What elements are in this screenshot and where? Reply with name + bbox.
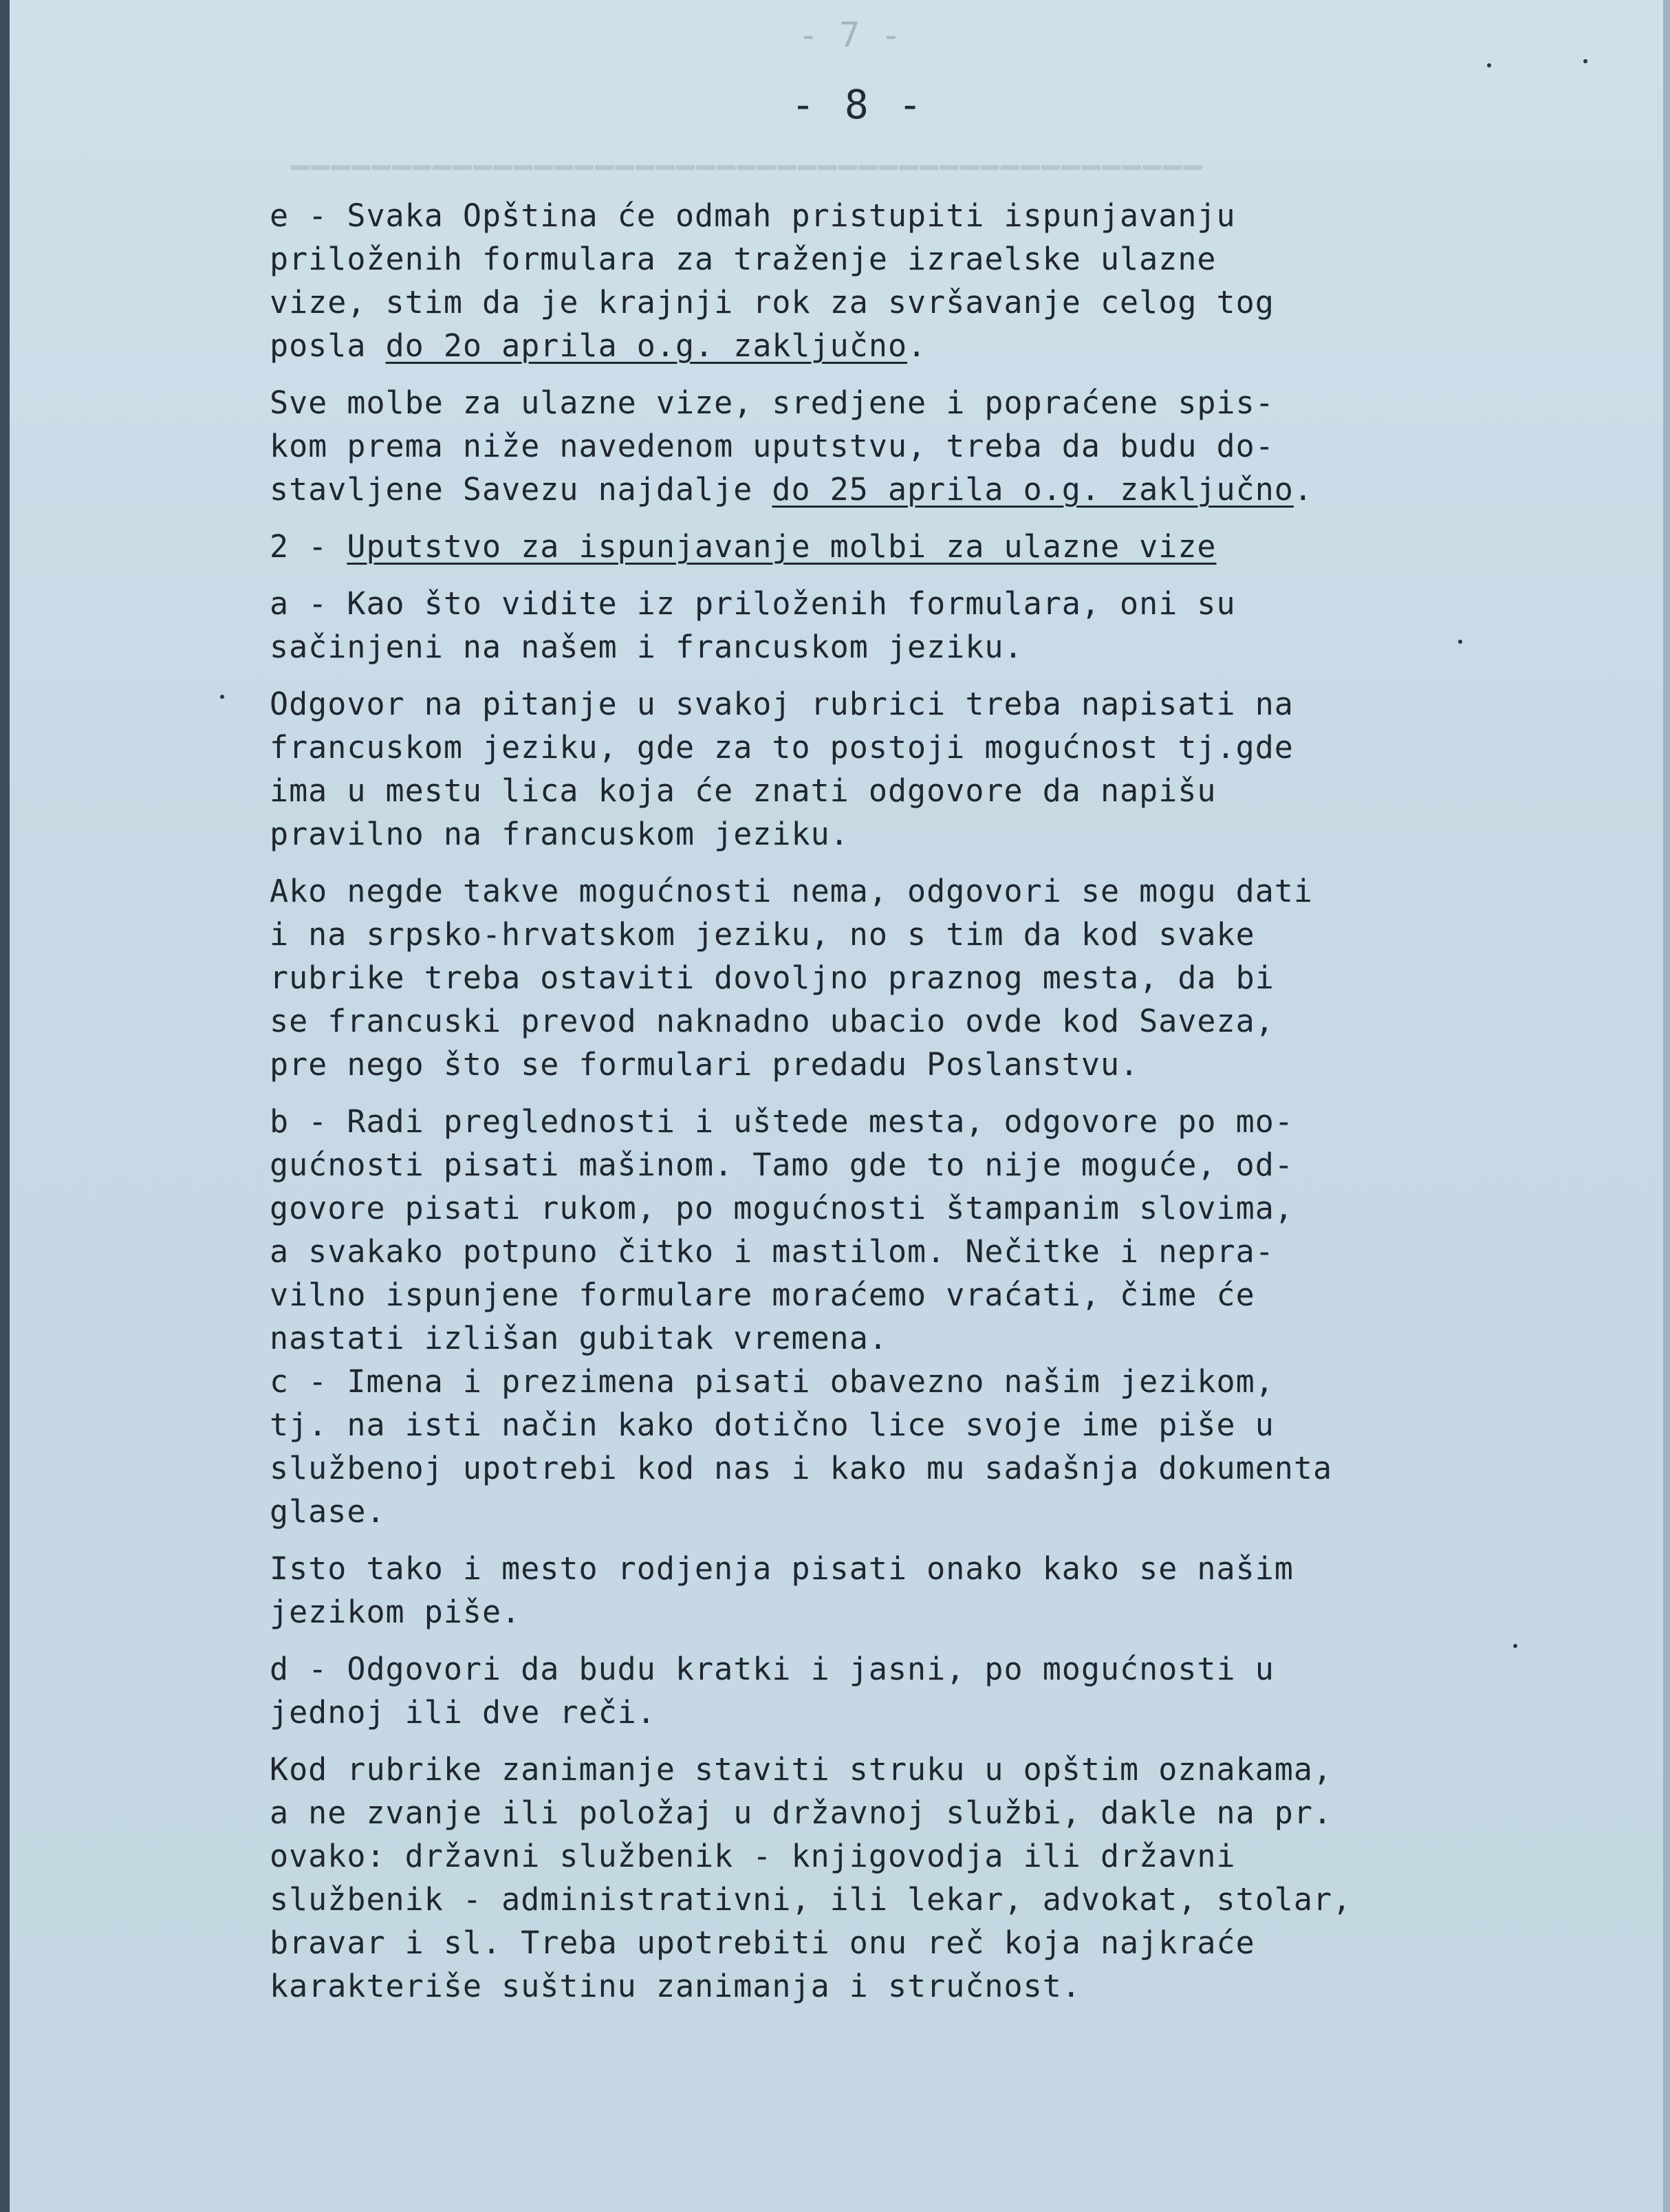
text-segment: pravilno na francuskom jeziku. (270, 816, 849, 852)
text-segment: pre nego što se formulari predadu Poslanstvu. (270, 1046, 1140, 1083)
text-segment: jezikom piše. (270, 1594, 521, 1630)
text-segment: . (1293, 471, 1313, 508)
text-segment: ima u mestu lica koja će znati odgovore da napišu (270, 772, 1217, 809)
text-line (270, 237, 1466, 281)
text-segment: kom prema niže navedenom uputstvu, treba da budu do- (270, 428, 1275, 464)
text-segment: nastati izlišan gubitak vremena. (270, 1320, 888, 1356)
text-line (270, 1834, 1466, 1878)
underlined-text: Uputstvo za ispunjavanje molbi za ulazne vize (347, 528, 1217, 565)
text-line (270, 726, 1466, 769)
scan-speck (1458, 640, 1462, 644)
text-segment: ovako: državni službenik - knjigovodja ili državni (270, 1838, 1236, 1874)
text-line (270, 324, 1466, 367)
text-line (270, 1748, 1466, 1791)
text-segment: e - Svaka Opština će odmah pristupiti ispunjavanju (270, 197, 1236, 234)
underlined-text: do 25 aprila o.g. zaključno (772, 471, 1294, 508)
text-segment: Ako negde takve mogućnosti nema, odgovori se mogu dati (270, 873, 1313, 909)
text-line (270, 1921, 1466, 1964)
scan-speck (1583, 59, 1587, 63)
text-segment: govore pisati rukom, po mogućnosti štampanim slovima, (270, 1190, 1294, 1226)
text-line (270, 1100, 1466, 1143)
paragraph-gap (270, 367, 1466, 381)
text-line (270, 1691, 1466, 1734)
text-segment: jednoj ili dve reči. (270, 1694, 656, 1731)
paragraph (270, 869, 1466, 1086)
document-body (270, 194, 1466, 2008)
text-segment: stavljene Savezu najdalje (270, 471, 772, 508)
text-line (270, 525, 1466, 568)
text-line (270, 424, 1466, 468)
paragraph (270, 682, 1466, 856)
text-line (270, 1316, 1466, 1360)
text-segment: bravar i sl. Treba upotrebiti onu reč koja najkraće (270, 1924, 1255, 1961)
text-segment: a - Kao što vidite iz priloženih formulara, oni su (270, 585, 1236, 622)
paragraph-gap (270, 1734, 1466, 1748)
text-segment: tj. na isti način kako dotično lice svoje ime piše u (270, 1407, 1275, 1443)
text-segment: karakteriše suštinu zanimanja i stručnost. (270, 1968, 1081, 2004)
paragraph-gap (270, 1634, 1466, 1647)
paragraph (270, 582, 1466, 669)
paragraph-gap (270, 1086, 1466, 1100)
text-segment: Odgovor na pitanje u svakoj rubrici treba napisati na (270, 686, 1294, 722)
text-line (270, 582, 1466, 625)
text-line (270, 869, 1466, 913)
text-line (270, 281, 1466, 324)
text-segment: vize, stim da je krajnji rok za svršavanje celog tog (270, 284, 1275, 321)
paragraph (270, 1100, 1466, 1533)
text-line (270, 956, 1466, 999)
text-segment: vilno ispunjene formulare moraćemo vraćati, čime će (270, 1277, 1255, 1313)
text-line (270, 468, 1466, 511)
scan-speck (1513, 1644, 1517, 1648)
paragraph (270, 194, 1466, 367)
text-line (270, 1590, 1466, 1634)
scan-right-edge (1663, 0, 1670, 2212)
text-line (270, 682, 1466, 726)
text-segment: sačinjeni na našem i francuskom jeziku. (270, 629, 1023, 665)
text-segment: rubrike treba ostaviti dovoljno praznog mesta, da bi (270, 959, 1275, 996)
text-line (270, 381, 1466, 424)
text-segment: posla (270, 327, 386, 364)
paragraph-gap (270, 568, 1466, 582)
scan-left-edge (0, 0, 10, 2212)
text-line (270, 1547, 1466, 1590)
text-segment: i na srpsko-hrvatskom jeziku, no s tim da kod svake (270, 916, 1255, 953)
text-segment: Sve molbe za ulazne vize, sredjene i popraćene spis- (270, 384, 1275, 421)
underlined-text: do 2o aprila o.g. zaključno (385, 327, 908, 364)
scan-speck (220, 695, 224, 699)
text-line (270, 1043, 1466, 1086)
text-line (270, 1230, 1466, 1273)
ghost-page-number: - 7 - (798, 15, 902, 55)
text-segment: a ne zvanje ili položaj u državnoj službi, dakle na pr. (270, 1794, 1333, 1831)
text-segment: glase. (270, 1493, 386, 1530)
text-segment: Kod rubrike zanimanje staviti struku u opštim oznakama, (270, 1751, 1333, 1788)
text-segment: d - Odgovori da budu kratki i jasni, po mogućnosti u (270, 1651, 1275, 1687)
paragraph (270, 1748, 1466, 2008)
text-line (270, 1403, 1466, 1446)
text-segment: Isto tako i mesto rodjenja pisati onako kako se našim (270, 1550, 1294, 1587)
text-line (270, 1791, 1466, 1834)
paragraph (270, 525, 1466, 568)
text-line (270, 194, 1466, 237)
text-line (270, 1143, 1466, 1186)
text-line (270, 1360, 1466, 1403)
text-line (270, 1964, 1466, 2008)
text-segment: francuskom jeziku, gde za to postoji mogućnost tj.gde (270, 729, 1294, 766)
text-segment: b - Radi preglednosti i uštede mesta, odgovore po mo- (270, 1103, 1294, 1140)
paragraph-gap (270, 669, 1466, 682)
text-segment: . (907, 327, 927, 364)
text-segment: c - Imena i prezimena pisati obavezno našim jezikom, (270, 1363, 1275, 1400)
text-line (270, 999, 1466, 1043)
text-line (270, 625, 1466, 669)
scan-speck (1487, 63, 1491, 67)
text-line (270, 812, 1466, 856)
text-segment: se francuski prevod naknadno ubacio ovde kod Saveza, (270, 1003, 1275, 1039)
text-segment: a svakako potpuno čitko i mastilom. Nečitke i nepra- (270, 1233, 1275, 1270)
paragraph-gap (270, 511, 1466, 525)
paragraph-gap (270, 1533, 1466, 1547)
paragraph (270, 381, 1466, 511)
text-segment: službenik - administrativni, ili lekar, advokat, stolar, (270, 1881, 1352, 1918)
paragraph (270, 1547, 1466, 1634)
text-line (270, 769, 1466, 812)
text-segment: službenoj upotrebi kod nas i kako mu sadašnja dokumenta (270, 1450, 1333, 1486)
text-line (270, 1273, 1466, 1316)
text-line (270, 913, 1466, 956)
text-line (270, 1446, 1466, 1490)
page-number: - 8 - (791, 81, 925, 128)
text-line (270, 1647, 1466, 1691)
text-line (270, 1186, 1466, 1230)
bleed-through-lines: ▁▁▁▁▁▁▁▁▁▁▁▁▁▁▁▁▁▁▁▁▁▁▁▁▁▁▁▁▁▁▁▁▁▁▁▁▁▁▁▁▁▁▁▁▁ (289, 135, 1202, 170)
text-segment: priloženih formulara za traženje izraelske ulazne (270, 241, 1217, 277)
paragraph-gap (270, 856, 1466, 869)
text-segment: gućnosti pisati mašinom. Tamo gde to nije moguće, od- (270, 1147, 1294, 1183)
paragraph (270, 1647, 1466, 1734)
text-line (270, 1878, 1466, 1921)
text-segment: 2 - (270, 528, 347, 565)
text-line (270, 1490, 1466, 1533)
